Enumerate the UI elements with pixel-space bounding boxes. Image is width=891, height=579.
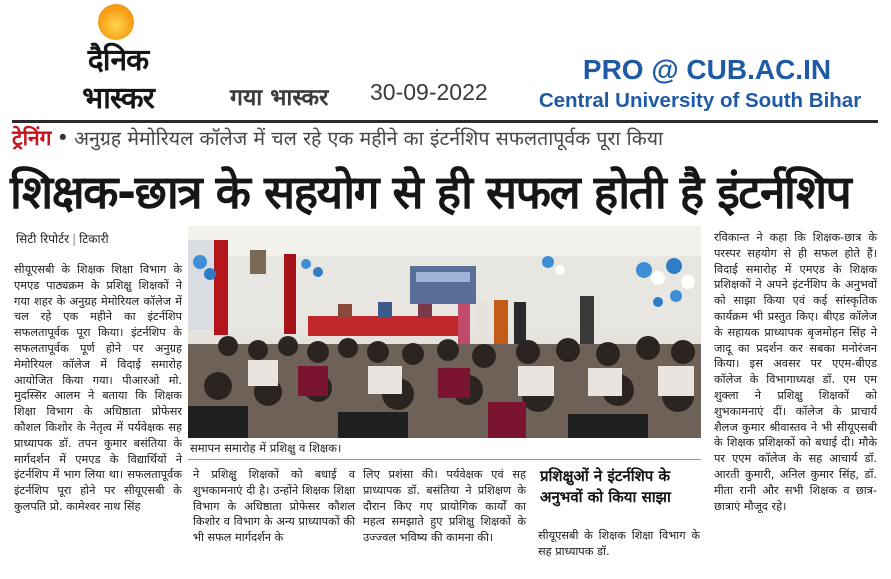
kicker-text: अनुग्रह मेमोरियल कॉलेज में चल रहे एक महीने का इंटर्नशिप सफलतापूर्वक पूरा किया — [74, 127, 664, 150]
article-column-1: सीयूएसबी के शिक्षक शिक्षा विभाग के एमएड पाठ्यक्रम के प्रशिक्षु शिक्षकों ने गया शहर के अनुग्रह मेमोरियल कॉलेज में चल रहे एक महीने का इंटर्नशिप सफलतापूर्वक पूरा किया। इंटर्नशिप के सफलतापूर्वक पूर्ण होने पर अनुग्रह मेमोरियल कॉलेज में विदाई समारोह आयोजित किया गया। पीआरओ मो. मुदस्सिर आलम ने बताया कि शिक्षक शिक्षा विभाग के अधिष्ठाता प्रोफेसर कौशल किशोर के नेतृत्व में पर्यवेक्षक सह प्राध्यापक डॉ. तपन कुमार बसंतिया के मार्गदर्शन में एमएड के विद्यार्थियों ने इंटर्नशिप में भाग लिया था। सफलतापूर्वक इंटर्नशिप पूरा होने पर सीयूएसबी के कुलपति प्रो. कामेश्वर नाथ सिंह — [14, 263, 182, 513]
university-name: Central University of South Bihar — [538, 89, 862, 112]
article-column-4: सीयूएसबी के शिक्षक शिक्षा विभाग के सह प्राध्यापक डॉ. — [538, 529, 700, 558]
photo-caption: समापन समारोह में प्रशिक्षु व शिक्षक। — [190, 441, 342, 455]
logo-text-line2: भास्कर — [82, 81, 154, 116]
byline-separator: | — [72, 232, 77, 246]
publication-date: 30-09-2022 — [370, 79, 488, 105]
sun-logo-icon — [98, 4, 134, 40]
article-subheading: प्रशिक्षुओं ने इंटर्नशिप के अनुभवों को किया साझा — [540, 467, 671, 506]
byline-reporter: सिटी रिपोर्टर — [16, 232, 70, 246]
logo-text-line1: दैनिक — [87, 43, 149, 78]
header-rule — [12, 120, 878, 123]
photo-caption-rule — [188, 459, 701, 460]
kicker-line — [12, 124, 878, 158]
article-column-2: ने प्रशिक्षु शिक्षकों को बधाई व शुभकामनाएं दी है। उन्होंने शिक्षक शिक्षा विभाग के अधिष्ठाता प्रोफेसर कौशल किशोर व विभाग के अन्य प्राध्यापकों की भी सफल मार्गदर्शन के — [193, 468, 355, 545]
event-photo-illustration — [188, 226, 701, 438]
kicker-bullet: • — [56, 126, 69, 150]
headline: शिक्षक-छात्र के सहयोग से ही सफल होती है इंटर्नशिप — [10, 165, 851, 219]
event-photo — [188, 226, 701, 438]
byline — [16, 230, 109, 247]
edition-name: गया भास्कर — [230, 85, 329, 111]
pro-tag: PRO @ CUB.AC.IN — [582, 54, 832, 85]
byline-place: टिकारी — [79, 232, 109, 246]
article-column-3: लिए प्रशंसा की। पर्यवेक्षक एवं सह प्राध्यापक डॉ. बसंतिया ने प्रशिक्षण के दौरान किए गए प्रायोगिक कार्यों का महत्व समझाते हुए प्रशिक्षु शिक्षकों के उज्ज्वल भविष्य की कामना की। — [363, 468, 526, 545]
dainik-bhaskar-logo — [66, 4, 170, 114]
kicker-tag: ट्रेनिंग — [12, 126, 52, 150]
article-column-5: रविकान्त ने कहा कि शिक्षक-छात्र के परस्पर सहयोग से ही सफल होते हैं। विदाई समारोह में एमएड के शिक्षक प्रशिक्षकों ने अपने इंटर्नशिप के अनुभवों को साझा किया एवं कई सांस्कृतिक कार्यक्रम भी प्रस्तुत किए। बीएड कॉलेज के सहायक प्राध्यापक बृजमोहन सिंह ने जादू का प्रदर्शन कर सबका मनोरंजन किया। इस अवसर पर एएम-बीएड कॉलेज के विभागाध्यक्ष डॉ. एम एम शुक्ला ने प्रशिक्षु शिक्षकों को शुभकामनाएं दीं। कॉलेज के प्राचार्य शैलज कुमार श्रीवास्तव ने भी सीयूएसबी के शिक्षक प्रशिक्षकों को बधाई दी। मौके पर एएम कॉलेज के सह आचार्य डॉ. आरती कुमारी, अनिल कुमार सिंह, डॉ. मीता रानी और सभी शिक्षक व छात्र-छात्राएं मौजूद रहे। — [714, 231, 877, 513]
